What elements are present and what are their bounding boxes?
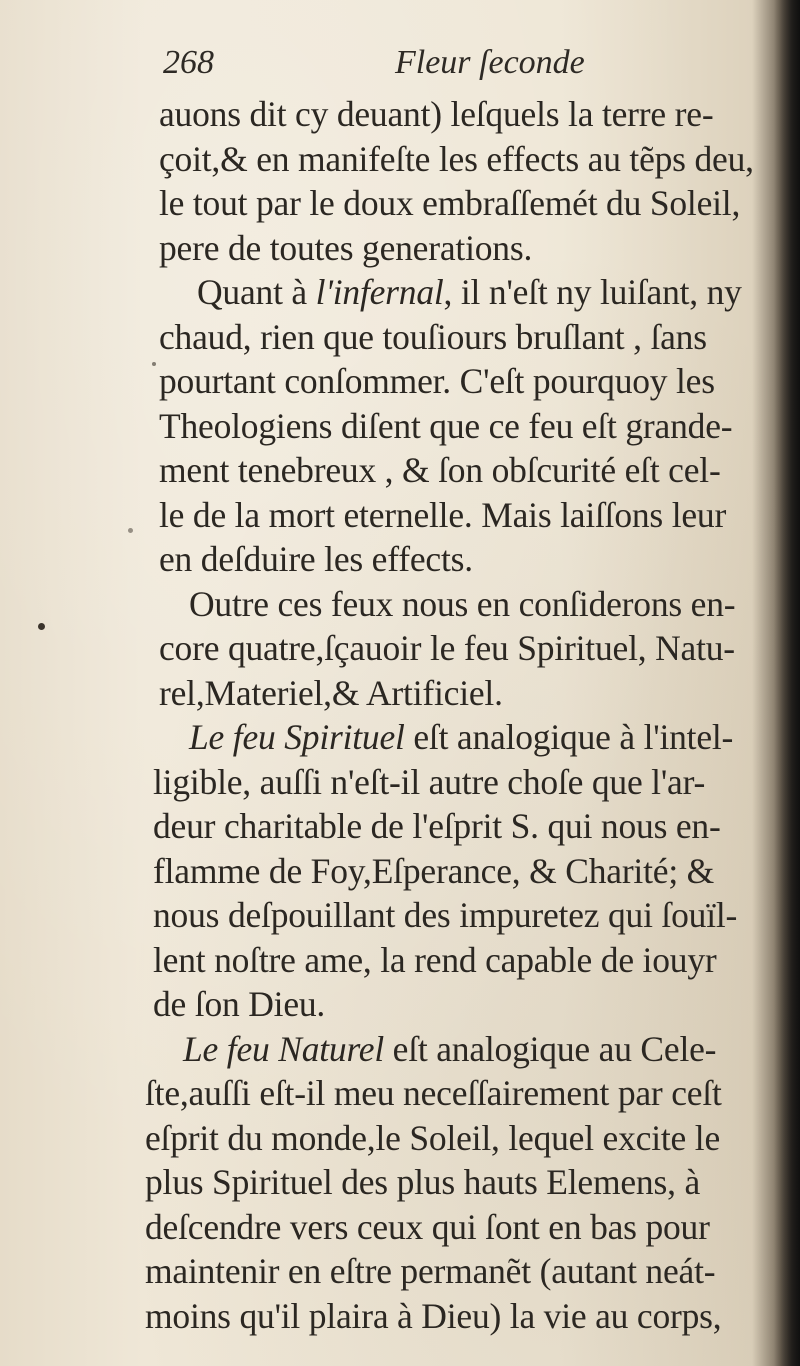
text-line bbox=[145, 1205, 785, 1250]
page-number: 268 bbox=[163, 44, 214, 81]
text-run: eſt analogique au Cele- bbox=[383, 1028, 717, 1069]
text-line bbox=[145, 760, 785, 805]
text-run: ligible, auſſi n'eſt-il autre choſe que l'ar- bbox=[153, 761, 706, 802]
text-line bbox=[145, 1160, 785, 1205]
text-run: pere de toutes generations. bbox=[159, 227, 533, 268]
text-run: core quatre,ſçauoir le feu Spirituel, Natu- bbox=[159, 628, 735, 668]
text-run: deſcendre vers ceux qui ſont en bas pour bbox=[145, 1206, 710, 1247]
text-line bbox=[145, 715, 785, 760]
text-run: chaud, rien que touſiours bruſlant , ſans bbox=[159, 316, 707, 357]
running-title: Fleur ſeconde bbox=[395, 44, 585, 81]
text-line bbox=[145, 582, 785, 627]
text-run: auons dit cy deuant) leſquels la terre re- bbox=[159, 94, 714, 134]
text-line bbox=[145, 404, 785, 449]
text-run: ſte,auſſi eſt-il meu neceſſairement par ceſt bbox=[145, 1073, 722, 1113]
text-run: Theologiens diſent que ce feu eſt grande- bbox=[159, 405, 733, 446]
text-line bbox=[145, 626, 785, 671]
text-line bbox=[145, 804, 785, 849]
text-line bbox=[145, 893, 785, 938]
text-line bbox=[145, 1071, 785, 1116]
body-text bbox=[145, 92, 785, 1338]
text-run: pourtant conſommer. C'eſt pourquoy les bbox=[159, 361, 715, 401]
text-line bbox=[145, 849, 785, 894]
text-run: rel,Materiel,& Artificiel. bbox=[159, 672, 503, 713]
text-run: plus Spirituel des plus hauts Elemens, à bbox=[145, 1162, 701, 1202]
text-line bbox=[145, 1249, 785, 1294]
text-run: ment tenebreux , & ſon obſcurité eſt cel- bbox=[159, 450, 721, 490]
text-line bbox=[145, 493, 785, 538]
text-line bbox=[145, 448, 785, 493]
text-run: nous deſpouillant des impuretez qui ſouïl- bbox=[153, 895, 738, 935]
text-run: moins qu'il plaira à Dieu) la vie au corps, bbox=[145, 1295, 722, 1336]
text-run: eſprit du monde,le Soleil, lequel excite le bbox=[145, 1117, 721, 1158]
text-run: le de la mort eternelle. Mais laiſſons leur bbox=[159, 494, 727, 535]
text-line bbox=[145, 270, 785, 315]
text-line bbox=[145, 671, 785, 716]
text-run: maintenir en eſtre permanẽt (autant neát- bbox=[145, 1251, 716, 1291]
text-run: lent noſtre ame, la rend capable de iouyr bbox=[153, 939, 717, 980]
page-header bbox=[155, 44, 625, 92]
italic-term: Le feu Spirituel bbox=[189, 717, 405, 757]
text-line bbox=[145, 537, 785, 582]
ink-speck bbox=[128, 528, 133, 533]
text-line bbox=[145, 226, 785, 271]
text-run: Quant à bbox=[197, 272, 316, 312]
text-run: , il n'eſt ny luiſant, ny bbox=[443, 272, 742, 312]
text-line bbox=[145, 92, 785, 137]
ink-speck bbox=[38, 623, 45, 630]
text-line bbox=[145, 1116, 785, 1161]
text-line bbox=[145, 938, 785, 983]
text-line bbox=[145, 982, 785, 1027]
text-line bbox=[145, 1294, 785, 1339]
italic-term: Le feu Naturel bbox=[183, 1028, 384, 1069]
text-line bbox=[145, 1027, 785, 1072]
text-run: de ſon Dieu. bbox=[153, 984, 326, 1024]
text-run: Outre ces feux nous en conſiderons en- bbox=[189, 583, 736, 624]
text-line bbox=[145, 359, 785, 404]
text-run: en deſduire les effects. bbox=[159, 539, 473, 579]
text-run: le tout par le doux embraſſemét du Soleil, bbox=[159, 183, 741, 223]
text-line bbox=[145, 315, 785, 360]
text-line bbox=[145, 181, 785, 226]
text-line bbox=[145, 137, 785, 182]
text-run: çoit,& en manifeſte les effects au tẽps deu, bbox=[159, 138, 754, 179]
italic-term: l'infernal bbox=[315, 272, 444, 312]
text-run: flamme de Foy,Eſperance, & Charité; & bbox=[153, 850, 715, 891]
text-run: deur charitable de l'eſprit S. qui nous en- bbox=[153, 806, 721, 846]
text-run: eſt analogique à l'intel- bbox=[404, 717, 734, 757]
